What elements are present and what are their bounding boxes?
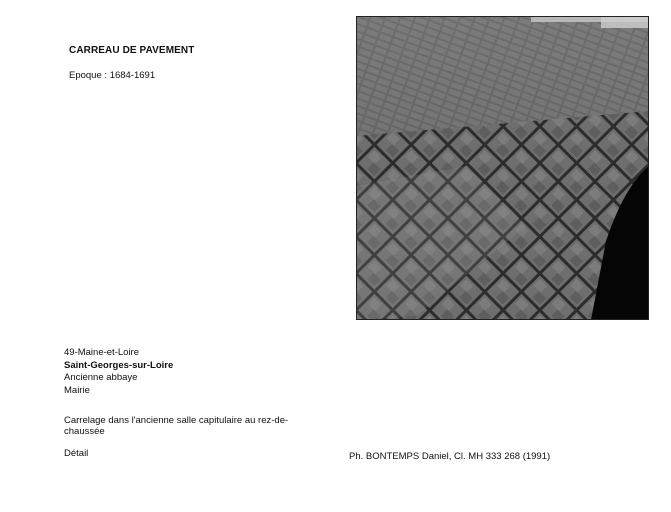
location-block (64, 347, 173, 397)
floor-tiles-photo (356, 16, 649, 320)
departement: 49-Maine-et-Loire (64, 347, 139, 358)
photo-credit: Ph. BONTEMPS Daniel, Cl. MH 333 268 (1991) (349, 451, 551, 462)
epoque-label: Epoque : (69, 70, 108, 81)
commune: Saint-Georges-sur-Loire (64, 359, 174, 371)
epoque-value: 1684-1691 (109, 70, 156, 81)
detail-label: Détail (64, 448, 89, 459)
page-title: CARREAU DE PAVEMENT (69, 45, 195, 56)
edifice: Ancienne abbaye (64, 372, 138, 383)
description: Carrelage dans l'ancienne salle capitulaire au rez-de-chaussée (64, 415, 289, 437)
epoque-line (69, 70, 155, 81)
usage: Mairie (64, 384, 90, 396)
